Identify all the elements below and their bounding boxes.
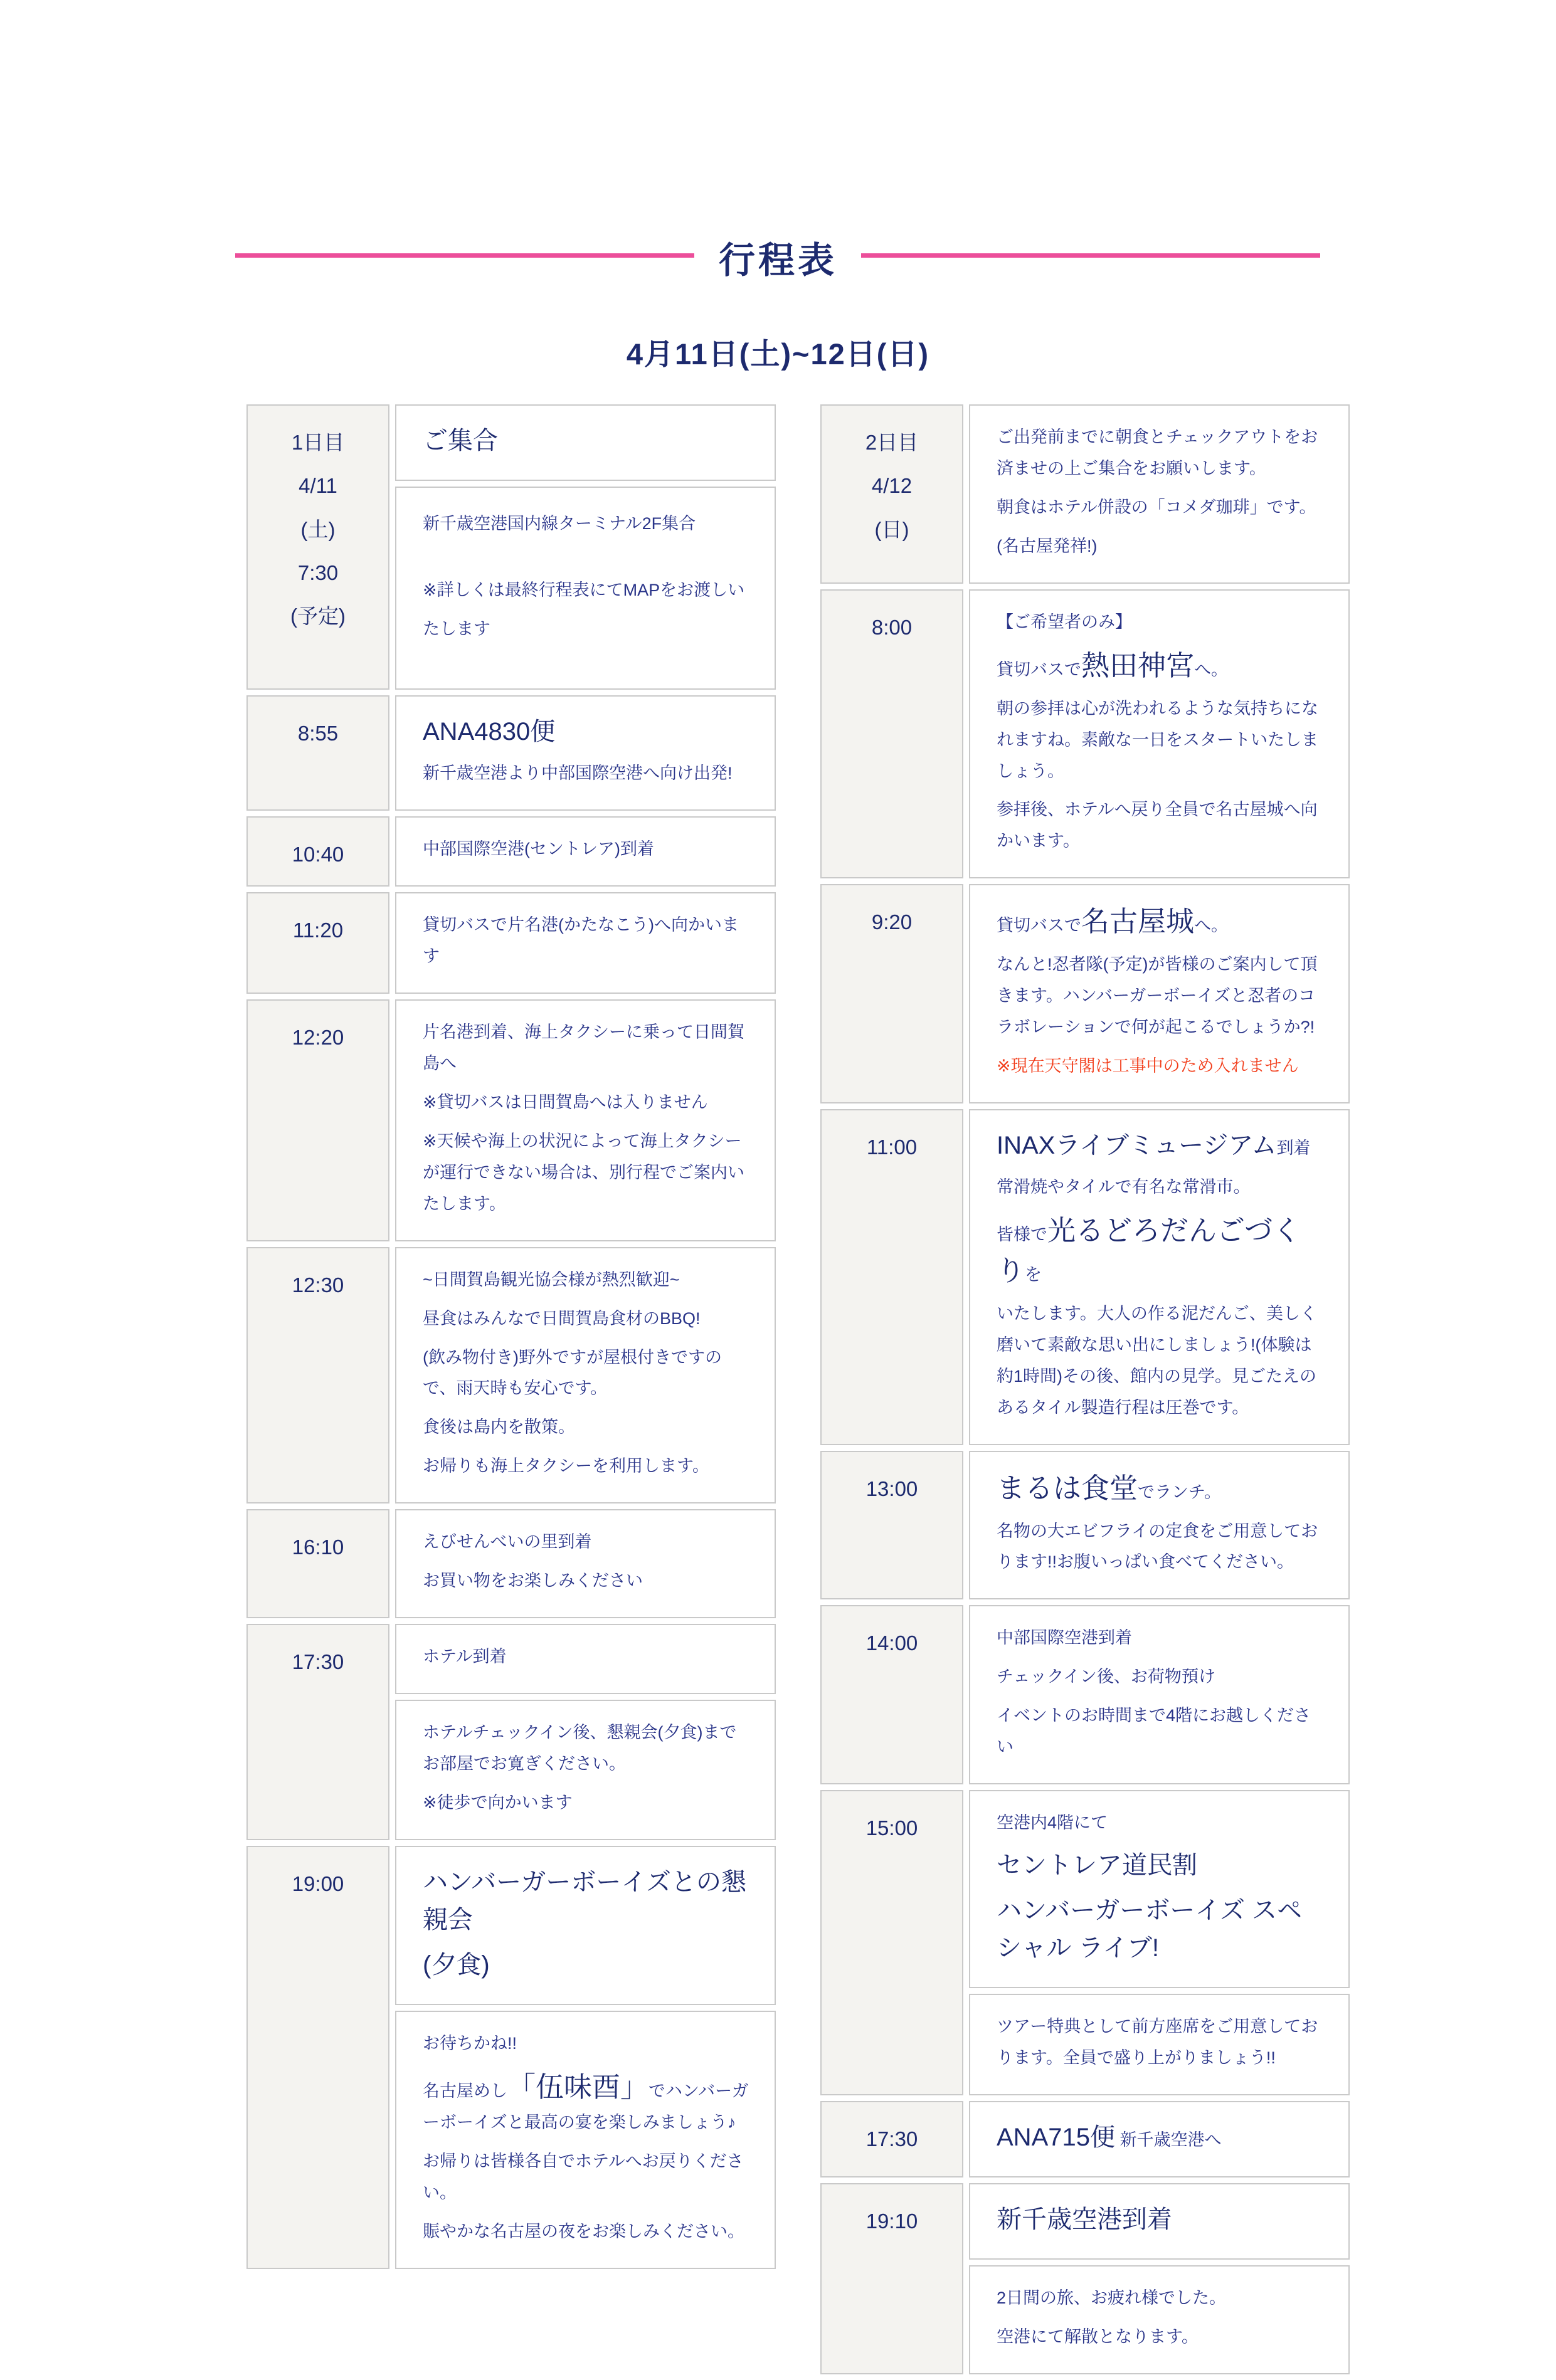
event-paragraph bbox=[997, 693, 1325, 787]
event-paragraph bbox=[423, 1265, 751, 1296]
schedule-row bbox=[820, 1605, 1350, 1784]
event-paragraph bbox=[997, 646, 1325, 686]
time-text: 12:20 bbox=[292, 1026, 344, 1050]
time-text: 11:20 bbox=[292, 919, 344, 942]
event-content bbox=[395, 404, 776, 690]
text-segment: でハンバーガーボーイズと最高の宴を楽しみましょう♪ bbox=[423, 2081, 749, 2132]
event-content bbox=[395, 1247, 776, 1504]
schedule-row bbox=[246, 999, 776, 1241]
text-segment: (飲み物付き)野外ですが屋根付きですので、雨天時も安心です。 bbox=[423, 1347, 722, 1398]
event-paragraph bbox=[423, 758, 751, 789]
event-paragraph bbox=[997, 949, 1325, 1043]
schedule-row bbox=[246, 1509, 776, 1618]
text-segment: 2日間の旅、お疲れ様でした。 bbox=[997, 2288, 1227, 2307]
event-content bbox=[969, 1790, 1350, 2095]
event-detail-cell bbox=[395, 1247, 776, 1504]
event-content bbox=[969, 2183, 1350, 2374]
event-paragraph bbox=[423, 1017, 751, 1080]
event-detail-cell bbox=[969, 1994, 1350, 2095]
event-detail-cell bbox=[969, 884, 1350, 1103]
text-segment: ※貸切バスは日間賀島へは入りません bbox=[423, 1092, 708, 1112]
text-segment: ハンバーガーボーイズとの懇親会 bbox=[423, 1868, 746, 1934]
event-detail-cell bbox=[969, 1605, 1350, 1784]
time-cell bbox=[820, 2101, 963, 2177]
time-cell bbox=[820, 1451, 963, 1600]
event-content bbox=[969, 1605, 1350, 1784]
text-segment: 新千歳空港へ bbox=[1114, 2130, 1222, 2149]
text-segment: いたします。大人の作る泥だんご、美しく磨いて素敵な思い出にしましょう!(体験は約1時間)その後、館内の見学。見ごたえのあるタイル製造行程は圧巻です。 bbox=[997, 1303, 1317, 1417]
time-cell bbox=[246, 695, 389, 811]
text-segment: セントレア道民割 bbox=[997, 1851, 1197, 1880]
event-detail-cell bbox=[395, 695, 776, 811]
text-segment: ご出発前までに朝食とチェックアウトをお済ませの上ご集合をお願いします。 bbox=[997, 428, 1318, 478]
event-paragraph bbox=[423, 1641, 751, 1673]
time-text: 2日目 bbox=[865, 431, 919, 454]
event-heading-cell bbox=[969, 1790, 1350, 1988]
text-segment: 皆様で bbox=[997, 1224, 1047, 1244]
time-cell bbox=[246, 999, 389, 1241]
event-paragraph bbox=[423, 1566, 751, 1597]
event-content bbox=[395, 816, 776, 887]
event-paragraph bbox=[423, 910, 751, 972]
text-segment: ※天候や海上の状況によって海上タクシーが運行できない場合は、別行程でご案内いたします。 bbox=[423, 1131, 744, 1213]
event-paragraph bbox=[997, 1516, 1325, 1579]
event-heading-cell bbox=[395, 1846, 776, 2005]
time-text: 19:10 bbox=[865, 2209, 918, 2233]
text-segment: お帰りは皆様各自でホテルへお戻りください。 bbox=[423, 2151, 744, 2202]
text-segment: まるは食堂 bbox=[997, 1472, 1138, 1504]
text-segment: 「伍味酉」 bbox=[507, 2070, 649, 2103]
text-segment: なんと!忍者隊(予定)が皆様のご案内して頂きます。ハンバーガーボーイズと忍者のコラボレーションで何が起こるでしょうか?! bbox=[997, 955, 1318, 1037]
time-cell bbox=[246, 1247, 389, 1504]
text-segment: 朝食はホテル併設の「コメダ珈琲」です。 bbox=[997, 497, 1316, 517]
time-cell bbox=[820, 589, 963, 879]
text-segment: ツアー特典として前方座席をご用意しております。全員で盛り上がりましょう!! bbox=[997, 2017, 1318, 2067]
event-paragraph bbox=[997, 607, 1325, 638]
time-text: 1日目 bbox=[291, 431, 345, 454]
event-paragraph bbox=[423, 1527, 751, 1558]
event-paragraph bbox=[423, 834, 751, 865]
text-segment: お待ちかね!! bbox=[423, 2033, 517, 2053]
event-paragraph bbox=[997, 2322, 1325, 2353]
text-segment: お買い物をお楽しみください bbox=[423, 1571, 643, 1591]
text-segment: 到着 bbox=[1276, 1139, 1311, 1157]
text-segment: 光るどろだんごづくり bbox=[997, 1214, 1301, 1287]
time-text: (土) bbox=[300, 517, 336, 541]
text-segment: 名古屋城 bbox=[1081, 905, 1195, 938]
text-segment: でランチ。 bbox=[1138, 1482, 1222, 1502]
time-cell bbox=[820, 884, 963, 1103]
day1-schedule-table bbox=[246, 404, 776, 2275]
text-segment: お帰りも海上タクシーを利用します。 bbox=[423, 1456, 709, 1476]
event-content bbox=[395, 999, 776, 1241]
time-text: (日) bbox=[874, 517, 909, 541]
time-text: 17:30 bbox=[292, 1650, 344, 1674]
text-segment: 名古屋めし bbox=[423, 2081, 507, 2100]
text-segment: へ。 bbox=[1194, 916, 1229, 935]
event-paragraph bbox=[423, 504, 751, 543]
text-segment: 常滑焼やタイルで有名な常滑市。 bbox=[997, 1177, 1251, 1196]
event-paragraph bbox=[423, 1412, 751, 1443]
event-detail-cell bbox=[395, 1700, 776, 1840]
text-segment: ※現在天守閣は工事中のため入れません bbox=[997, 1056, 1299, 1076]
time-cell bbox=[246, 404, 389, 690]
time-text: 8:55 bbox=[297, 722, 339, 745]
text-segment: 熱田神宮 bbox=[1081, 649, 1195, 682]
schedule-row bbox=[820, 589, 1350, 879]
time-text: 7:30 bbox=[297, 561, 339, 584]
time-cell bbox=[246, 1624, 389, 1840]
event-paragraph bbox=[423, 713, 751, 750]
text-segment: へ。 bbox=[1194, 660, 1229, 679]
event-paragraph bbox=[423, 1863, 751, 1939]
text-segment: 中部国際空港(セントレア)到着 bbox=[423, 840, 654, 859]
text-segment: 朝の参拝は心が洗われるような気持ちになれますね。素敵な一日をスタートいたしましょう。 bbox=[997, 698, 1318, 781]
event-detail-cell bbox=[969, 404, 1350, 584]
time-text: 17:30 bbox=[865, 2127, 918, 2151]
text-segment: 【ご希望者のみ】 bbox=[997, 612, 1132, 631]
schedule-row bbox=[246, 695, 776, 811]
event-paragraph bbox=[423, 1717, 751, 1780]
event-paragraph bbox=[997, 422, 1325, 485]
day2-schedule-table bbox=[820, 404, 1350, 2380]
event-detail-cell bbox=[395, 892, 776, 994]
schedule-row bbox=[820, 2183, 1350, 2374]
event-detail-cell bbox=[969, 589, 1350, 879]
text-segment: 片名港到着、海上タクシーに乗って日間賀島へ bbox=[423, 1023, 744, 1073]
event-paragraph bbox=[997, 1700, 1325, 1763]
text-segment: 新千歳空港到着 bbox=[997, 2205, 1172, 2233]
event-detail-cell bbox=[969, 1451, 1350, 1600]
time-text: 10:40 bbox=[292, 843, 344, 866]
event-paragraph bbox=[997, 531, 1325, 562]
text-segment: イベントのお時間まで4階にお越しください bbox=[997, 1706, 1311, 1757]
time-text: 11:00 bbox=[866, 1135, 918, 1159]
event-detail-cell bbox=[969, 2101, 1350, 2177]
event-paragraph bbox=[423, 1087, 751, 1119]
text-segment: ご集合 bbox=[423, 427, 498, 455]
text-segment: ホテル到着 bbox=[423, 1647, 507, 1667]
event-paragraph bbox=[423, 1342, 751, 1405]
schedule-row bbox=[246, 892, 776, 994]
time-cell bbox=[820, 1109, 963, 1445]
event-paragraph bbox=[997, 1172, 1325, 1203]
page-title: 行程表 bbox=[718, 240, 837, 281]
time-text: 13:00 bbox=[865, 1477, 918, 1500]
event-paragraph bbox=[423, 1126, 751, 1220]
text-segment: ANA4830便 bbox=[423, 718, 556, 746]
event-paragraph bbox=[997, 1846, 1325, 1884]
text-segment: ハンバーガーボーイズ スペシャル ライブ! bbox=[997, 1897, 1303, 1962]
event-paragraph bbox=[997, 492, 1325, 524]
event-paragraph bbox=[423, 2216, 751, 2248]
event-paragraph bbox=[423, 1946, 751, 1984]
time-text: 4/11 bbox=[299, 474, 337, 498]
text-segment: ホテルチェックイン後、懇親会(夕食)までお部屋でお寛ぎください。 bbox=[423, 1723, 737, 1774]
event-paragraph bbox=[997, 1127, 1325, 1164]
event-paragraph bbox=[997, 1892, 1325, 1967]
time-text: 16:10 bbox=[292, 1535, 344, 1559]
event-paragraph bbox=[997, 1051, 1325, 1082]
event-paragraph bbox=[423, 2028, 751, 2060]
text-segment: 昼食はみんなで日間賀島食材のBBQ! bbox=[423, 1308, 701, 1328]
schedule-row bbox=[246, 1846, 776, 2269]
event-paragraph bbox=[423, 2146, 751, 2209]
event-detail-cell bbox=[395, 1509, 776, 1618]
text-segment: 参拝後、ホテルへ戻り全員で名古屋城へ向かいます。 bbox=[997, 800, 1318, 851]
event-content bbox=[395, 1624, 776, 1840]
event-content bbox=[395, 1846, 776, 2269]
event-paragraph bbox=[997, 1808, 1325, 1839]
time-cell bbox=[820, 2183, 963, 2374]
time-text: 15:00 bbox=[865, 1816, 918, 1840]
schedule-row bbox=[820, 1451, 1350, 1600]
text-segment: 中部国際空港到着 bbox=[997, 1628, 1132, 1648]
event-paragraph bbox=[997, 2119, 1325, 2156]
schedule-row bbox=[246, 404, 776, 690]
schedule-row bbox=[820, 2101, 1350, 2177]
schedule-row bbox=[820, 1790, 1350, 2095]
event-paragraph bbox=[423, 571, 751, 648]
time-text: 19:00 bbox=[292, 1872, 344, 1895]
event-detail-cell bbox=[395, 999, 776, 1241]
schedule-row bbox=[246, 1624, 776, 1840]
text-segment: ※詳しくは最終行程表にてMAPをお渡しいたします bbox=[423, 581, 745, 639]
text-segment: (夕食) bbox=[423, 1951, 490, 1979]
text-segment: 名物の大エビフライの定食をご用意しております!!お腹いっぱい食べてください。 bbox=[997, 1521, 1318, 1572]
event-heading-cell bbox=[395, 404, 776, 481]
time-cell bbox=[246, 1846, 389, 2269]
event-paragraph bbox=[423, 1788, 751, 1819]
event-paragraph bbox=[423, 1451, 751, 1482]
time-text: 12:30 bbox=[292, 1273, 344, 1297]
schedule-row bbox=[246, 1247, 776, 1504]
time-cell bbox=[246, 1509, 389, 1618]
event-content bbox=[969, 884, 1350, 1103]
text-segment: 賑やかな名古屋の夜をお楽しみください。 bbox=[423, 2221, 744, 2241]
event-paragraph bbox=[423, 422, 751, 460]
text-segment: (名古屋発祥!) bbox=[997, 536, 1098, 556]
event-paragraph bbox=[997, 902, 1325, 942]
text-segment: えびせんべいの里到着 bbox=[423, 1532, 592, 1552]
text-segment: 新千歳空港国内線ターミナル2F集合 bbox=[423, 514, 696, 533]
event-content bbox=[969, 1451, 1350, 1600]
event-detail-cell bbox=[969, 2265, 1350, 2374]
event-paragraph bbox=[997, 1298, 1325, 1424]
time-text: 14:00 bbox=[865, 1631, 918, 1655]
time-text: (予定) bbox=[290, 604, 346, 628]
time-text: 8:00 bbox=[871, 615, 913, 639]
event-heading-cell bbox=[969, 2183, 1350, 2260]
text-segment: ~日間賀島観光協会様が熱烈歓迎~ bbox=[423, 1270, 680, 1289]
text-segment: INAXライブミュージアム bbox=[997, 1132, 1277, 1159]
event-paragraph bbox=[997, 1468, 1325, 1509]
schedule-row bbox=[820, 404, 1350, 584]
event-detail-cell bbox=[395, 816, 776, 887]
event-paragraph bbox=[997, 1623, 1325, 1654]
time-cell bbox=[820, 1605, 963, 1784]
text-segment: を bbox=[1025, 1265, 1042, 1284]
time-text: 9:20 bbox=[871, 910, 913, 934]
schedule-row bbox=[820, 1109, 1350, 1445]
event-content bbox=[969, 1109, 1350, 1445]
text-segment: ANA715便 bbox=[997, 2123, 1115, 2151]
text-segment: 貸切バスで bbox=[997, 660, 1081, 679]
time-cell bbox=[820, 404, 963, 584]
event-paragraph bbox=[997, 1211, 1325, 1291]
text-segment: 新千歳空港より中部国際空港へ向け出発! bbox=[423, 764, 733, 783]
event-detail-cell bbox=[395, 487, 776, 690]
event-paragraph bbox=[423, 2067, 751, 2139]
text-segment: ※徒歩で向かいます bbox=[423, 1793, 573, 1812]
event-paragraph bbox=[997, 1661, 1325, 1693]
text-segment: 食後は島内を散策。 bbox=[423, 1418, 575, 1437]
event-content bbox=[395, 892, 776, 994]
event-content bbox=[395, 695, 776, 811]
time-cell bbox=[246, 892, 389, 994]
text-segment: 貸切バスで片名港(かたなこう)へ向かいます bbox=[423, 915, 739, 966]
event-content bbox=[395, 1509, 776, 1618]
event-paragraph bbox=[423, 1303, 751, 1335]
time-text: 4/12 bbox=[871, 474, 913, 498]
text-segment: 空港にて解散となります。 bbox=[997, 2327, 1199, 2346]
schedule-row bbox=[246, 816, 776, 887]
text-segment: 空港内4階にて bbox=[997, 1813, 1108, 1833]
event-content bbox=[969, 404, 1350, 584]
event-content bbox=[969, 2101, 1350, 2177]
event-detail-cell bbox=[969, 1109, 1350, 1445]
event-paragraph bbox=[997, 794, 1325, 857]
event-paragraph bbox=[997, 2011, 1325, 2074]
schedule-row bbox=[820, 884, 1350, 1103]
event-content bbox=[969, 589, 1350, 879]
date-range: 4月11日(土)~12日(日) bbox=[626, 337, 930, 371]
event-paragraph bbox=[997, 2201, 1325, 2238]
event-detail-cell bbox=[395, 2011, 776, 2269]
event-heading-cell bbox=[395, 1624, 776, 1694]
text-segment: チェックイン後、お荷物預け bbox=[997, 1667, 1215, 1687]
event-paragraph bbox=[997, 2283, 1325, 2314]
time-cell bbox=[246, 816, 389, 887]
text-segment: 貸切バスで bbox=[997, 916, 1081, 935]
time-cell bbox=[820, 1790, 963, 2095]
